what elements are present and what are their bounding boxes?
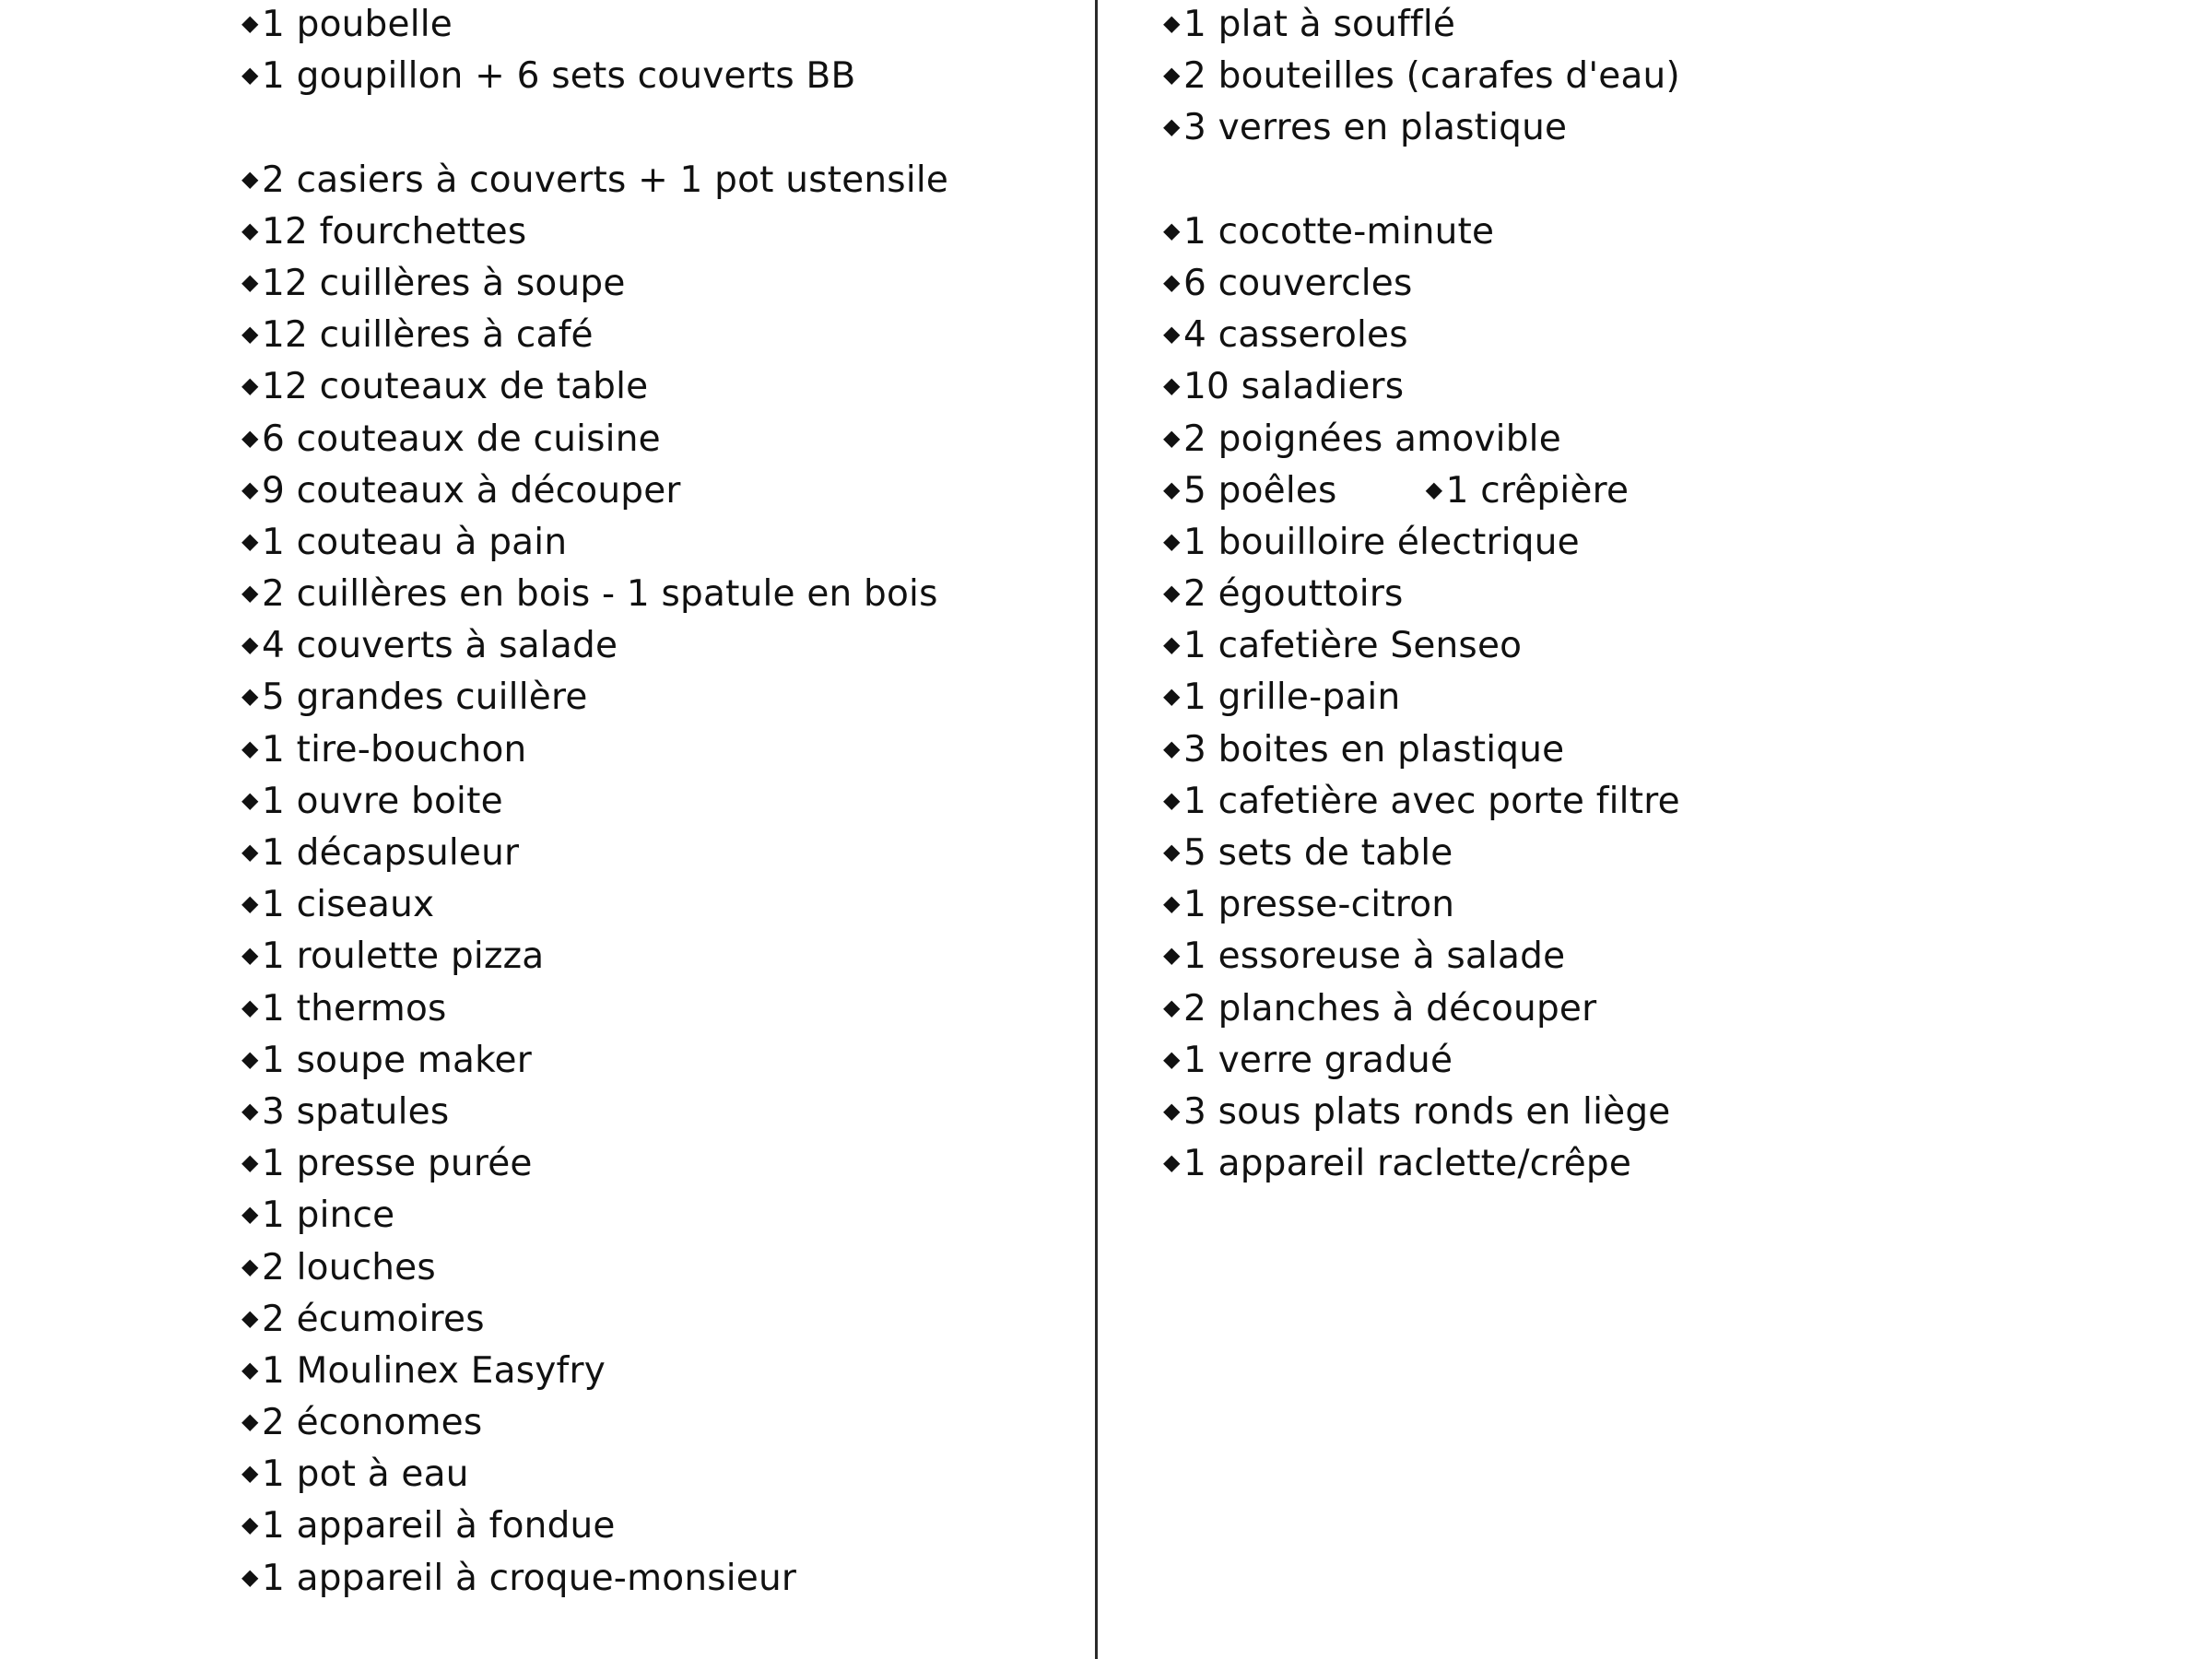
diamond-bullet-icon: ◆: [241, 1045, 259, 1072]
item-text: 5 sets de table: [1183, 832, 1453, 874]
item-text: 2 poignées amovible: [1183, 418, 1561, 460]
list-item: [241, 311, 1071, 362]
diamond-bullet-icon: ◆: [241, 217, 259, 243]
list-item: [241, 1191, 1071, 1242]
item-text: 3 verres en plastique: [1183, 107, 1568, 149]
list-item: [1163, 415, 1993, 466]
item-text: 10 saladiers: [1183, 366, 1405, 408]
diamond-bullet-icon: ◆: [241, 994, 259, 1020]
diamond-bullet-icon: ◆: [241, 372, 259, 399]
diamond-bullet-icon: ◆: [1163, 10, 1181, 36]
list-item: [241, 52, 1071, 103]
item-text: 1 pot à eau: [262, 1453, 469, 1496]
item-text: 2 planches à découper: [1183, 987, 1597, 1030]
item-text: 4 casseroles: [1183, 314, 1408, 357]
blank-line: [1163, 156, 1993, 207]
list-item: [1163, 103, 1993, 155]
blank-line: [241, 103, 1071, 155]
diamond-bullet-icon: ◆: [1163, 217, 1181, 243]
list-item: [241, 725, 1071, 777]
item-text: 9 couteaux à découper: [262, 469, 681, 512]
diamond-bullet-icon: ◆: [1163, 113, 1181, 140]
diamond-bullet-icon: ◆: [241, 476, 259, 502]
diamond-bullet-icon: ◆: [241, 268, 259, 295]
list-item: [1163, 207, 1993, 259]
list-item: [241, 362, 1071, 414]
item-text: 2 cuillères en bois - 1 spatule en bois: [262, 573, 938, 616]
diamond-bullet-icon: ◆: [241, 839, 259, 865]
list-item: [241, 673, 1071, 724]
item-text: 3 boites en plastique: [1183, 728, 1565, 771]
diamond-bullet-icon: ◆: [241, 10, 259, 36]
diamond-bullet-icon: ◆: [241, 1563, 259, 1590]
list-item: [241, 829, 1071, 880]
list-item: [1163, 1036, 1993, 1088]
item-text: 4 couverts à salade: [262, 625, 618, 667]
item-text: 1 cafetière avec porte filtre: [1183, 780, 1680, 822]
list-item: [241, 259, 1071, 311]
list-item: [241, 518, 1071, 570]
item-text: 2 égouttoirs: [1183, 573, 1404, 616]
list-item: [241, 1501, 1071, 1553]
diamond-bullet-icon: ◆: [1163, 1149, 1181, 1176]
item-text: 1 appareil à croque-monsieur: [262, 1557, 797, 1599]
list-item: [1163, 725, 1993, 777]
diamond-bullet-icon: ◆: [241, 735, 259, 761]
list-item: [1163, 518, 1993, 570]
diamond-bullet-icon: ◆: [241, 1253, 259, 1279]
list-item: [241, 156, 1071, 207]
item-text: 12 fourchettes: [262, 210, 527, 253]
diamond-bullet-icon: ◆: [241, 1512, 259, 1538]
item-text: 6 couteaux de cuisine: [262, 418, 661, 460]
item-text: 5 grandes cuillère: [262, 677, 588, 719]
list-item: [241, 1398, 1071, 1450]
diamond-bullet-icon: ◆: [1163, 942, 1181, 969]
diamond-bullet-icon: ◆: [241, 62, 259, 88]
item-text: 1 appareil à fondue: [262, 1505, 616, 1547]
column-divider: [1095, 0, 1098, 1659]
diamond-bullet-icon: ◆: [241, 580, 259, 606]
list-item: [241, 1243, 1071, 1295]
list-item: [241, 621, 1071, 673]
list-item: [241, 1554, 1071, 1606]
list-item: [241, 570, 1071, 621]
item-text: 2 casiers à couverts + 1 pot ustensile: [262, 159, 949, 201]
item-text: 2 écumoires: [262, 1298, 485, 1340]
diamond-bullet-icon: ◆: [241, 527, 259, 554]
diamond-bullet-icon: ◆: [241, 683, 259, 710]
diamond-bullet-icon: ◆: [241, 890, 259, 917]
diamond-bullet-icon: ◆: [1163, 268, 1181, 295]
diamond-bullet-icon: ◆: [1163, 580, 1181, 606]
list-item: [1163, 621, 1993, 673]
item-text: 3 sous plats ronds en liège: [1183, 1090, 1671, 1133]
list-item: [1163, 466, 1993, 518]
list-item: [241, 1036, 1071, 1088]
diamond-bullet-icon: ◆: [1425, 476, 1443, 502]
list-item: [241, 466, 1071, 518]
diamond-bullet-icon: ◆: [241, 424, 259, 451]
list-item: [241, 1295, 1071, 1347]
item-text: 12 cuillères à café: [262, 314, 594, 357]
list-item: [241, 932, 1071, 983]
diamond-bullet-icon: ◆: [241, 1356, 259, 1382]
list-item: [1163, 1139, 1993, 1191]
list-item: [1163, 932, 1993, 983]
item-text: 1 presse-citron: [1183, 884, 1455, 926]
item-text: 1 appareil raclette/crêpe: [1183, 1143, 1632, 1185]
list-item: [241, 0, 1071, 52]
item-extra-text: 1 crêpière: [1445, 469, 1630, 512]
item-text: 1 Moulinex Easyfry: [262, 1349, 606, 1392]
diamond-bullet-icon: ◆: [1163, 786, 1181, 813]
list-item: [1163, 0, 1993, 52]
item-text: 3 spatules: [262, 1090, 450, 1133]
diamond-bullet-icon: ◆: [241, 786, 259, 813]
item-text: 1 roulette pizza: [262, 935, 545, 978]
list-item: [1163, 311, 1993, 362]
diamond-bullet-icon: ◆: [241, 1097, 259, 1124]
item-text: 1 plat à soufflé: [1183, 4, 1456, 45]
diamond-bullet-icon: ◆: [1163, 683, 1181, 710]
diamond-bullet-icon: ◆: [241, 1408, 259, 1435]
item-text: 1 cafetière Senseo: [1183, 625, 1523, 667]
diamond-bullet-icon: ◆: [241, 165, 259, 192]
list-item: [1163, 829, 1993, 880]
item-text: 6 couvercles: [1183, 262, 1413, 304]
item-text: 1 soupe maker: [262, 1039, 532, 1081]
item-text: 1 presse purée: [262, 1143, 533, 1185]
list-item: [241, 207, 1071, 259]
item-text: 1 tire-bouchon: [262, 728, 527, 771]
item-text: 1 couteau à pain: [262, 521, 568, 563]
item-text: 1 essoreuse à salade: [1183, 935, 1566, 978]
list-item: [1163, 880, 1993, 932]
list-item: [241, 1139, 1071, 1191]
item-text: 2 louches: [262, 1246, 436, 1288]
item-text: 2 économes: [262, 1402, 483, 1444]
item-text: 12 cuillères à soupe: [262, 262, 626, 304]
list-item: [241, 415, 1071, 466]
list-item: [1163, 984, 1993, 1036]
diamond-bullet-icon: ◆: [1163, 372, 1181, 399]
diamond-bullet-icon: ◆: [1163, 424, 1181, 451]
list-item: [241, 1450, 1071, 1501]
diamond-bullet-icon: ◆: [1163, 1045, 1181, 1072]
diamond-bullet-icon: ◆: [1163, 839, 1181, 865]
list-item: [1163, 673, 1993, 724]
item-text: 1 pince: [262, 1194, 395, 1237]
diamond-bullet-icon: ◆: [1163, 994, 1181, 1020]
diamond-bullet-icon: ◆: [1163, 1097, 1181, 1124]
item-text: 1 thermos: [262, 987, 447, 1030]
diamond-bullet-icon: ◆: [241, 1201, 259, 1228]
diamond-bullet-icon: ◆: [241, 1304, 259, 1331]
diamond-bullet-icon: ◆: [1163, 890, 1181, 917]
item-text: 1 cocotte-minute: [1183, 210, 1495, 253]
diamond-bullet-icon: ◆: [1163, 321, 1181, 347]
right-column-list: [1163, 0, 1993, 1191]
item-text: 5 poêles: [1183, 469, 1337, 512]
item-text: 1 bouilloire électrique: [1183, 521, 1580, 563]
list-item: [241, 777, 1071, 829]
list-item: [241, 1347, 1071, 1398]
item-text: 12 couteaux de table: [262, 366, 649, 408]
diamond-bullet-icon: ◆: [1163, 476, 1181, 502]
item-text: 1 décapsuleur: [262, 832, 520, 874]
diamond-bullet-icon: ◆: [1163, 527, 1181, 554]
item-text: 1 grille-pain: [1183, 677, 1401, 719]
diamond-bullet-icon: ◆: [1163, 631, 1181, 658]
list-item: [1163, 1088, 1993, 1139]
diamond-bullet-icon: ◆: [1163, 62, 1181, 88]
diamond-bullet-icon: ◆: [241, 1149, 259, 1176]
item-text: 2 bouteilles (carafes d'eau): [1183, 55, 1680, 98]
diamond-bullet-icon: ◆: [241, 942, 259, 969]
list-item: [1163, 362, 1993, 414]
item-text: 1 goupillon + 6 sets couverts BB: [262, 55, 856, 98]
list-item: [241, 880, 1071, 932]
list-item: [1163, 52, 1993, 103]
item-text: 1 verre gradué: [1183, 1039, 1453, 1081]
item-text: 1 ouvre boite: [262, 780, 503, 822]
list-item: [1163, 570, 1993, 621]
diamond-bullet-icon: ◆: [241, 321, 259, 347]
list-item: [241, 1088, 1071, 1139]
diamond-bullet-icon: ◆: [241, 1460, 259, 1487]
left-column-list: [241, 0, 1071, 1606]
item-text: 1 ciseaux: [262, 884, 435, 926]
diamond-bullet-icon: ◆: [1163, 735, 1181, 761]
diamond-bullet-icon: ◆: [241, 631, 259, 658]
list-item: [1163, 777, 1993, 829]
list-item: [241, 984, 1071, 1036]
list-item: [1163, 259, 1993, 311]
item-text: 1 poubelle: [262, 4, 453, 45]
